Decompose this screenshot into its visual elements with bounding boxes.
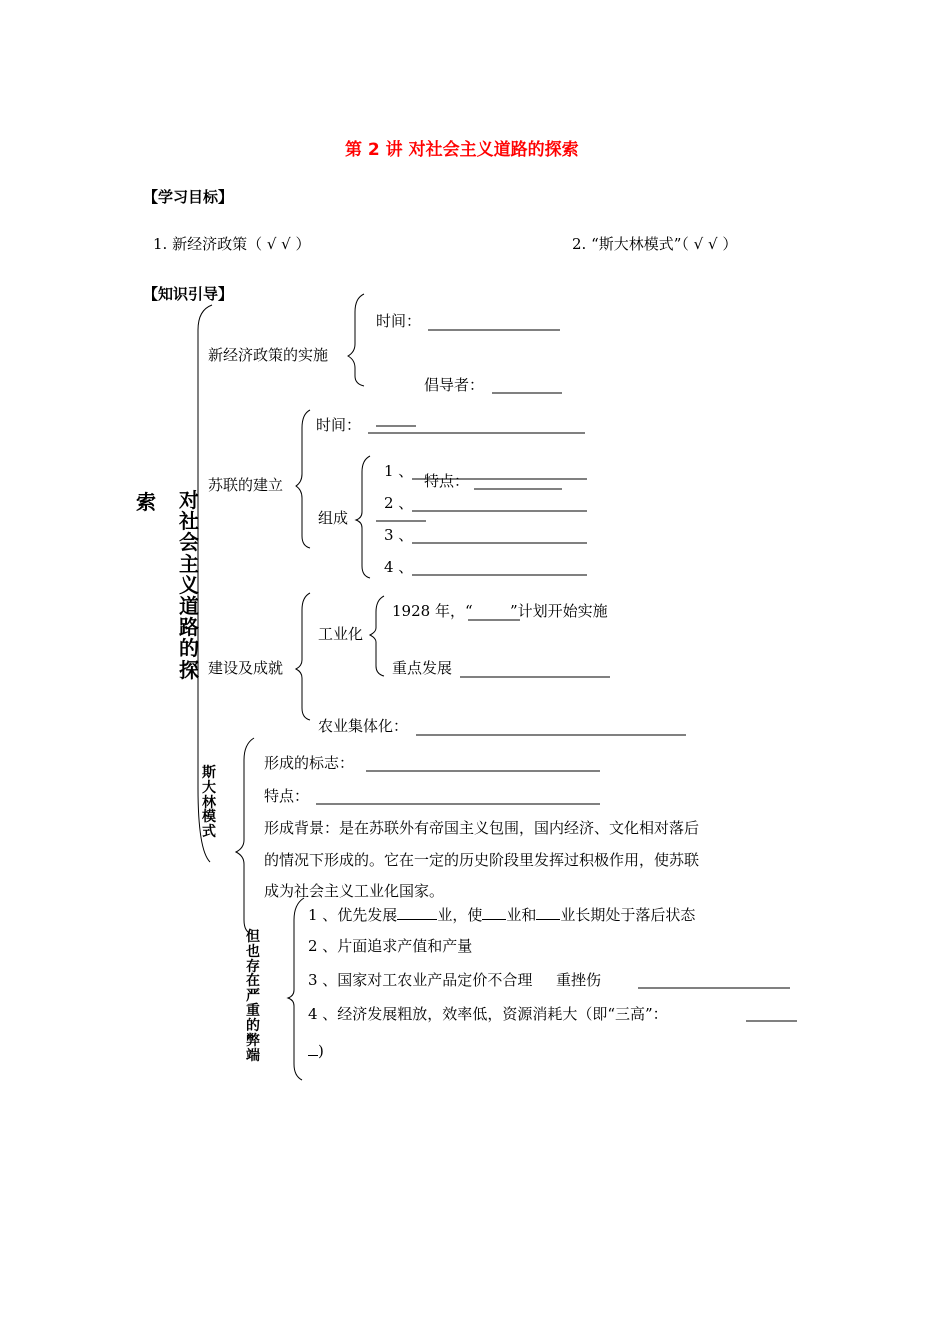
drawback-1	[308, 905, 695, 923]
drawback-4: 4 、经济发展粗放，效率低，资源消耗大（即“三高”：	[308, 1005, 668, 1023]
drawback-2: 2 、片面追求产值和产量	[308, 937, 473, 955]
drawback-1-part-b: 业，使	[437, 906, 483, 924]
ussr-feature-label: 特点：	[424, 472, 470, 490]
formation-sign-label: 形成的标志：	[264, 754, 355, 772]
ussr-item-2: 2 、	[384, 494, 414, 512]
construction-label: 建设及成就	[208, 659, 284, 677]
stalin-model-label: 斯大林模式	[202, 765, 216, 841]
main-title-last-char: 索	[136, 490, 156, 514]
focus-label: 重点发展	[392, 659, 453, 677]
main-title-vertical: 对社会主义道路的探	[179, 488, 199, 682]
drawback-4-end	[308, 1041, 324, 1059]
nep-label: 新经济政策的实施	[208, 346, 329, 364]
agriculture-label: 农业集体化：	[318, 717, 409, 735]
ussr-item-4: 4 、	[384, 558, 414, 576]
drawback-3-overlap: 重挫伤	[556, 971, 602, 989]
drawback-1-blank-2	[482, 905, 506, 920]
drawback-1-part-a: 1 、优先发展	[308, 906, 398, 924]
guide-heading: 【知识引导】	[143, 285, 234, 303]
industrialization-label: 工业化	[318, 625, 364, 643]
drawback-1-blank-1	[397, 905, 437, 920]
drawback-3: 3 、国家对工农业产品定价不合理	[308, 971, 533, 989]
plan-suffix: ”计划开始实施	[510, 602, 608, 620]
drawback-1-part-d: 业长期处于落后状态	[560, 906, 696, 924]
ussr-label: 苏联的建立	[208, 476, 284, 494]
ussr-time-label: 时间：	[316, 416, 362, 434]
page-title: 第 2 讲 对社会主义道路的探索	[345, 140, 579, 160]
drawback-4-close: )	[318, 1042, 324, 1060]
features-label: 特点：	[264, 787, 310, 805]
plan-prefix: 1928 年，“	[392, 602, 473, 620]
objectives-heading: 【学习目标】	[143, 188, 234, 206]
background-line-2: 的情况下形成的。它在一定的历史阶段里发挥过积极作用，使苏联	[264, 851, 700, 869]
drawback-1-blank-3	[536, 905, 560, 920]
ussr-item-3: 3 、	[384, 526, 414, 544]
nep-time-label: 时间：	[376, 312, 422, 330]
drawback-1-part-c: 业和	[506, 906, 537, 924]
drawback-4-blank	[308, 1041, 318, 1056]
objective-item-1: 1. 新经济政策（ √ √ ）	[153, 235, 311, 253]
ussr-composition-label: 组成	[318, 509, 349, 527]
nep-advocate-label: 倡导者：	[424, 376, 485, 394]
objective-item-2: 2. “斯大林模式”（ √ √ ）	[572, 235, 738, 253]
background-line-3: 成为社会主义工业化国家。	[264, 882, 445, 900]
drawbacks-label: 但也存在严重的弊端	[246, 929, 260, 1064]
ussr-item-1: 1 、	[384, 462, 414, 480]
background-line-1: 形成背景：是在苏联外有帝国主义包围，国内经济、文化相对落后	[264, 819, 700, 837]
